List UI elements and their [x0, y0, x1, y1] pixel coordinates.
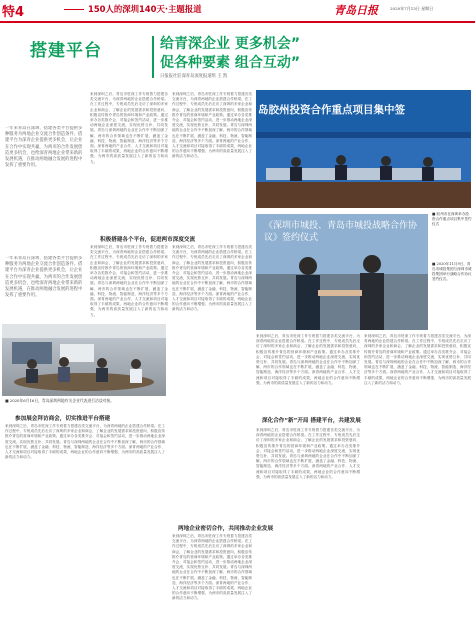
issue-date: 2020年7月13日 星期日: [390, 6, 434, 11]
photo-signing-caption: ■ 胶州市在深圳举办投资合作重点项目集中签约仪式: [432, 212, 472, 226]
middle-intro-text: 来到深圳之后，青岛市驻深工作专班着力搭建各类交流平台，为深青两地的企业搭建合作桥梁。在工作过程中，专班成员先后走访了深圳的多家企业和商会，了解企业的发展需求和投资意向，积极宣传推介青岛的营商环境和产业政策。通过举办各类推介会、对接会和签约活动，进一步推动两地企业深度交流，实现优势互补、共同发展。青岛与深圳两地的企业在合作中不断加深了解，两市的合作领域也在不断扩展，涵盖了金融、科技、物流、智能制造、海洋经济等多个方面。深青两地的产业合作、人才交流和项目对接取得了丰硕的成果，两地企业的合作意向不断增强，为两市的高质量发展注入了新的活力和动力。: [90, 92, 168, 164]
center-column-text-3: 来到深圳之后，青岛市驻深工作专班着力搭建各类交流平台，为深青两地的企业搭建合作桥梁。在工作过程中，专班成员先后走访了深圳的多家企业和商会，了解企业的发展需求和投资意向，积极宣传推介青岛的营商环境和产业政策。通过举办各类推介会、对接会和签约活动，进一步推动两地企业深度交流，实现优势互补、共同发展。青岛与深圳两地的企业在合作中不断加深了解，两市的合作领域也在不断扩展，涵盖了金融、科技、物流、智能制造、海洋经济等多个方面。深青两地的产业合作、人才交流和项目对接取得了丰硕的成果，两地企业的合作意向不断增强，为两市的高质量发展注入了新的活力和动力。: [172, 534, 252, 601]
section-tag: 特4: [2, 5, 25, 20]
column-headline: 150人的深圳140天·主题报道: [88, 4, 202, 14]
newspaper-logo: 青岛日报: [334, 4, 378, 17]
photo-signing-banner: [256, 90, 471, 208]
masthead: [0, 0, 475, 24]
left-column-body: 来到深圳之后，青岛市驻深工作专班着力搭建各类交流平台，为深青两地的企业搭建合作桥梁。在工作过程中，专班成员先后走访了深圳的多家企业和商会，了解企业的发展需求和投资意向，积极宣传推介青岛的营商环境和产业政策。通过举办各类推介会、对接会和签约活动，进一步推动两地企业深度交流，实现优势互补、共同发展。青岛与深圳两地的企业在合作中不断加深了解，两市的合作领域也在不断扩展，涵盖了金融、科技、物流、智能制造、海洋经济等多个方面。深青两地的产业合作、人才交流和项目对接取得了丰硕的成果，两地企业的合作意向不断增强，为两市的高质量发展注入了新的活力和动力。: [5, 424, 165, 460]
right-column-text-1: 来到深圳之后，青岛市驻深工作专班着力搭建各类交流平台，为深青两地的企业搭建合作桥梁。在工作过程中，专班成员先后走访了深圳的多家企业和商会，了解企业的发展需求和投资意向，积极宣传推介青岛的营商环境和产业政策。通过举办各类推介会、对接会和签约活动，进一步推动两地企业深度交流，实现优势互补、共同发展。青岛与深圳两地的企业在合作中不断加深了解，两市的合作领域也在不断扩展，涵盖了金融、科技、物流、智能制造、海洋经济等多个方面。深青两地的产业合作、人才交流和项目对接取得了丰硕的成果，两地企业的合作意向不断增强，为两市的高质量发展注入了新的活力和动力。: [256, 334, 360, 385]
masthead-rule: [64, 9, 84, 10]
photo-handshake-caption: ■ 2020年11月9日，青岛市城投集团与深圳市城投集团举行战略合作协议签约仪式。: [432, 262, 472, 281]
kicker-divider: [152, 36, 154, 78]
photo-meeting: [2, 324, 166, 396]
left-lead-text: 一年来青岛在深圳，搭建各类平台提供多种服务为两地企业交流合作创造条件。搭建平台为深青企业提供更多机会，让企业在合作中实现共赢，为两市的合作发展创造更多机会，也给深青两地企业带来新的发展机遇，在推动两地融合发展的进程中发挥了重要作用。: [5, 126, 83, 169]
section-head-2: 参加展会拜访商会，切实推进平台搭建: [15, 416, 111, 422]
center-column-text: 来到深圳之后，青岛市驻深工作专班着力搭建各类交流平台，为深青两地的企业搭建合作桥梁。在工作过程中，专班成员先后走访了深圳的多家企业和商会，了解企业的发展需求和投资意向，积极宣传推介青岛的营商环境和产业政策。通过举办各类推介会、对接会和签约活动，进一步推动两地企业深度交流，实现优势互补、共同发展。青岛与深圳两地的企业在合作中不断加深了解，两市的合作领域也在不断扩展，涵盖了金融、科技、物流、智能制造、海洋经济等多个方面。深青两地的产业合作、人才交流和项目对接取得了丰硕的成果，两地企业的合作意向不断增强，为两市的高质量发展注入了新的活力和动力。: [172, 92, 252, 159]
center-column-text-2: 来到深圳之后，青岛市驻深工作专班着力搭建各类交流平台，为深青两地的企业搭建合作桥梁。在工作过程中，专班成员先后走访了深圳的多家企业和商会，了解企业的发展需求和投资意向，积极宣传推介青岛的营商环境和产业政策。通过举办各类推介会、对接会和签约活动，进一步推动两地企业深度交流，实现优势互补、共同发展。青岛与深圳两地的企业在合作中不断加深了解，两市的合作领域也在不断扩展，涵盖了金融、科技、物流、智能制造、海洋经济等多个方面。深青两地的产业合作、人才交流和项目对接取得了丰硕的成果，两地企业的合作意向不断增强，为两市的高质量发展注入了新的活力和动力。: [172, 245, 252, 312]
photo-meeting-caption: ■ 2020年6月16日，青岛深圳两地有关企业代表进行洽谈对接。: [5, 398, 115, 403]
article-title-line2: 促各种要素 组合互动”: [160, 55, 301, 71]
middle-body-1: 来到深圳之后，青岛市驻深工作专班着力搭建各类交流平台，为深青两地的企业搭建合作桥梁。在工作过程中，专班成员先后走访了深圳的多家企业和商会，了解企业的发展需求和投资意向，积极宣传推介青岛的营商环境和产业政策。通过举办各类推介会、对接会和签约活动，进一步推动两地企业深度交流，实现优势互补、共同发展。青岛与深圳两地的企业在合作中不断加深了解，两市的合作领域也在不断扩展，涵盖了金融、科技、物流、智能制造、海洋经济等多个方面。深青两地的产业合作、人才交流和项目对接取得了丰硕的成果，两地企业的合作意向不断增强，为两市的高质量发展注入了新的活力和动力。: [90, 245, 168, 317]
handshake-slogan: 《深圳市城投、青岛市城投战略合作协议》签约仪式: [264, 221, 418, 243]
section-head-3: 两地企业密切合作，共同推动企业发展: [178, 526, 274, 532]
right-column-text-3: 来到深圳之后，青岛市驻深工作专班着力搭建各类交流平台，为深青两地的企业搭建合作桥梁。在工作过程中，专班成员先后走访了深圳的多家企业和商会，了解企业的发展需求和投资意向，积极宣传推介青岛的营商环境和产业政策。通过举办各类推介会、对接会和签约活动，进一步推动两地企业深度交流，实现优势互补、共同发展。青岛与深圳两地的企业在合作中不断加深了解，两市的合作领域也在不断扩展，涵盖了金融、科技、物流、智能制造、海洋经济等多个方面。深青两地的产业合作、人才交流和项目对接取得了丰硕的成果，两地企业的合作意向不断增强，为两市的高质量发展注入了新的活力和动力。: [364, 334, 471, 385]
photo-handshake: [256, 214, 428, 330]
masthead-underline: [0, 21, 475, 23]
left-lead-text-2: 一年来青岛在深圳，搭建各类平台提供多种服务为两地企业交流合作创造条件。搭建平台为深青企业提供更多机会，让企业在合作中实现共赢，为两市的合作发展创造更多机会，也给深青两地企业带来新的发展机遇，在推动两地融合发展的进程中发挥了重要作用。: [5, 256, 83, 299]
article-kicker: 搭建平台: [30, 41, 102, 61]
right-column-text-2: 来到深圳之后，青岛市驻深工作专班着力搭建各类交流平台，为深青两地的企业搭建合作桥梁。在工作过程中，专班成员先后走访了深圳的多家企业和商会，了解企业的发展需求和投资意向，积极宣传推介青岛的营商环境和产业政策。通过举办各类推介会、对接会和签约活动，进一步推动两地企业深度交流，实现优势互补、共同发展。青岛与深圳两地的企业在合作中不断加深了解，两市的合作领域也在不断扩展，涵盖了金融、科技、物流、智能制造、海洋经济等多个方面。深青两地的产业合作、人才交流和项目对接取得了丰硕的成果，两地企业的合作意向不断增强，为两市的高质量发展注入了新的活力和动力。: [256, 428, 360, 479]
article-title-line1: 给青深企业 更多机会”: [160, 36, 301, 52]
banner-text: 岛胶州投资合作重点项目集中签: [258, 104, 405, 116]
article-byline: 日报报社驻深青岛深度报道组 王 凯: [160, 74, 228, 79]
section-head-1: 积极搭建各个平台，促进两市深度交流: [100, 237, 196, 243]
section-head-4: 深化合作“新”开局 搭建平台，共建发展: [262, 418, 361, 424]
